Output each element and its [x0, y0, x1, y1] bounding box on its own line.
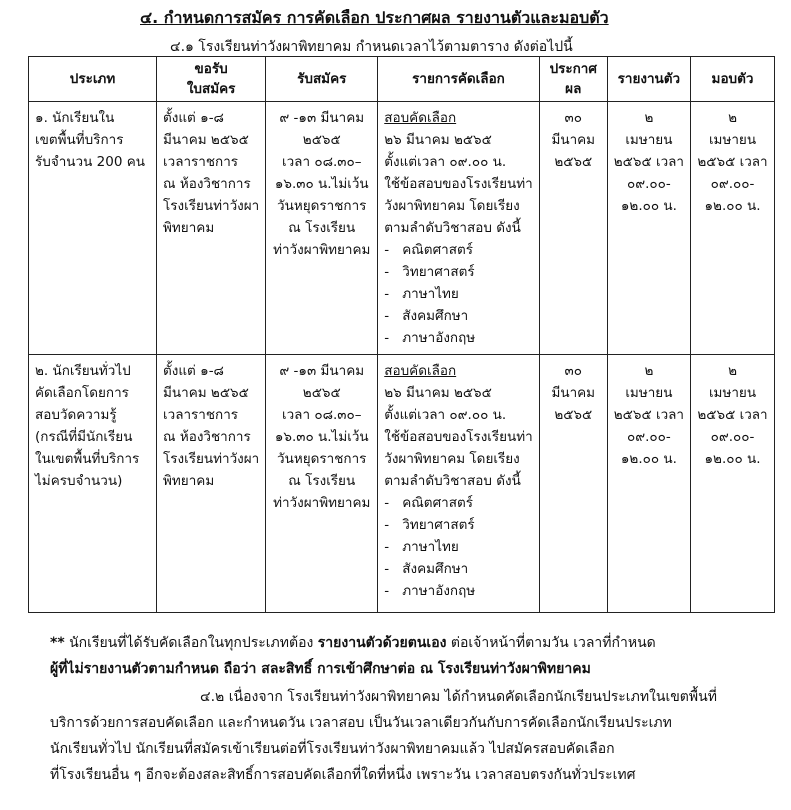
header-receive-form [157, 57, 266, 102]
selection-title: สอบคัดเลือก [384, 110, 457, 126]
cell-line: ๒๖ มีนาคม ๒๕๖๕ [384, 385, 492, 401]
cell-line: ตามลำดับวิชาสอบ ดังนี้ [384, 220, 521, 236]
cell-line: ๒๕๖๕ [302, 385, 341, 401]
header-enroll: มอบตัว [691, 57, 775, 102]
cell-line: ๒ [728, 110, 737, 126]
cell-type [29, 355, 157, 613]
header-receive-line2: ใบสมัคร [186, 81, 236, 97]
subject-item: - สังคมศึกษา [384, 305, 533, 327]
header-announce [539, 57, 607, 102]
section-4-1-intro: ๔.๑ โรงเรียนท่าวังผาพิทยาคม กำหนดเวลาไว้ตามตาราง ดังต่อไปนี้ [170, 39, 573, 55]
cell-line: ๑๒.๐๐ น. [620, 198, 677, 214]
cell-line: (กรณีที่มีนักเรียน [35, 429, 133, 445]
cell-selection [378, 102, 540, 355]
cell-line: วังผาพิทยาคม โดยเรียง [384, 451, 520, 467]
cell-line: ตั้งแต่เวลา ๐๙.๐๐ น. [384, 154, 507, 170]
section-4-2-line-2: บริการด้วยการสอบคัดเลือก และกำหนดวัน เวลาสอบ เป็นวันเวลาเดียวกันกับการคัดเลือกนักเรียนประเภท [50, 715, 672, 731]
cell-line: ๐๙.๐๐- [710, 176, 755, 192]
cell-line: เมษายน [708, 385, 757, 401]
cell-line: ใช้ข้อสอบของโรงเรียนท่า [384, 429, 533, 445]
cell-line: รับจำนวน 200 คน [35, 154, 145, 170]
cell-report [607, 355, 690, 613]
cell-line: คัดเลือกโดยการ [35, 385, 129, 401]
cell-line: ๒๕๖๕ [554, 154, 593, 170]
header-apply: รับสมัคร [266, 57, 378, 102]
cell-line: พิทยาคม [163, 473, 215, 489]
cell-line: ๒๕๖๕ เวลา [613, 407, 685, 423]
subject-item: - สังคมศึกษา [384, 558, 533, 580]
note-text-2: ต่อเจ้าหน้าที่ตามวัน เวลาที่กำหนด [446, 635, 656, 651]
table-row [29, 355, 775, 613]
cell-line: ๒๕๖๕ [554, 407, 593, 423]
cell-line: ตั้งแต่ ๑-๘ [163, 110, 224, 126]
note-line-1 [50, 632, 770, 654]
header-type: ประเภท [29, 57, 157, 102]
section-4-2-line-3: นักเรียนทั่วไป นักเรียนที่สมัครเข้าเรียนต่อที่โรงเรียนท่าวังผาพิทยาคมแล้ว ไปสมัครสอบคัดเลือก [50, 741, 615, 757]
cell-line: ๑๒.๐๐ น. [704, 198, 761, 214]
cell-line: ท่าวังผาพิทยาคม [273, 495, 371, 511]
subject-item: - คณิตศาสตร์ [384, 492, 533, 514]
header-report: รายงานตัว [607, 57, 690, 102]
cell-line: ๑๒.๐๐ น. [704, 451, 761, 467]
cell-apply [266, 102, 378, 355]
cell-line: ๒๕๖๕ [302, 132, 341, 148]
cell-line: พิทยาคม [163, 220, 215, 236]
note-stars: ** [50, 635, 65, 651]
cell-line: เวลา ๐๘.๓๐– [281, 407, 362, 423]
section-4-2-line-1: ๔.๒ เนื่องจาก โรงเรียนท่าวังผาพิทยาคม ได้กำหนดคัดเลือกนักเรียนประเภทในเขตพื้นที่ [200, 689, 717, 705]
cell-line: โรงเรียนท่าวังผา [163, 198, 260, 214]
subject-item: - ภาษาไทย [384, 536, 533, 558]
subject-item: - วิทยาศาสตร์ [384, 261, 533, 283]
cell-line: ณ ห้องวิชาการ [163, 176, 251, 192]
cell-line: ตั้งแต่ ๑-๘ [163, 363, 224, 379]
cell-line: ๒. นักเรียนทั่วไป [35, 363, 131, 379]
cell-announce [539, 355, 607, 613]
cell-line: วังผาพิทยาคม โดยเรียง [384, 198, 520, 214]
cell-line: ๓๐ [564, 363, 582, 379]
cell-line: มีนาคม [551, 385, 596, 401]
schedule-table [28, 56, 775, 613]
cell-line: ไม่ครบจำนวน) [35, 473, 123, 489]
header-announce-line1: ประกาศ [549, 61, 597, 77]
header-announce-line2: ผล [565, 81, 582, 97]
cell-line: เวลาราชการ [163, 407, 239, 423]
header-selection: รายการคัดเลือก [378, 57, 540, 102]
cell-line: เมษายน [625, 385, 673, 401]
cell-line: ใช้ข้อสอบของโรงเรียนท่า [384, 176, 533, 192]
cell-line: ๙ -๑๓ มีนาคม [279, 110, 365, 126]
cell-line: โรงเรียนท่าวังผา [163, 451, 260, 467]
header-receive-line1: ขอรับ [194, 61, 228, 77]
cell-line: ท่าวังผาพิทยาคม [273, 242, 371, 258]
cell-line: ในเขตพื้นที่บริการ [35, 451, 140, 467]
cell-line: เมษายน [708, 132, 757, 148]
subject-item: - วิทยาศาสตร์ [384, 514, 533, 536]
table-header-row [29, 57, 775, 102]
cell-line: ๐๙.๐๐- [627, 176, 671, 192]
cell-apply [266, 355, 378, 613]
cell-line: ๒ [728, 363, 737, 379]
cell-enroll [691, 102, 775, 355]
cell-enroll [691, 355, 775, 613]
cell-line: ๑๖.๓๐ น.ไม่เว้น [274, 176, 369, 192]
cell-line: ๑๖.๓๐ น.ไม่เว้น [274, 429, 369, 445]
cell-line: ๐๙.๐๐- [627, 429, 671, 445]
subject-item: - ภาษาไทย [384, 283, 533, 305]
cell-line: เวลา ๐๘.๓๐– [281, 154, 362, 170]
cell-line: ๒ [644, 110, 654, 126]
selection-title: สอบคัดเลือก [384, 363, 457, 379]
cell-line: ๒๕๖๕ เวลา [613, 154, 685, 170]
cell-line: ๒๕๖๕ เวลา [697, 154, 768, 170]
cell-line: สอบวัดความรู้ [35, 407, 117, 423]
section-heading: ๔. กำหนดการสมัคร การคัดเลือก ประกาศผล รายงานตัวและมอบตัว [140, 8, 609, 27]
cell-line: มีนาคม [551, 132, 596, 148]
cell-line: ๙ -๑๓ มีนาคม [279, 363, 365, 379]
subject-item: - ภาษาอังกฤษ [384, 327, 533, 349]
cell-line: มีนาคม ๒๕๖๕ [163, 132, 249, 148]
cell-line: ๐๙.๐๐- [710, 429, 755, 445]
cell-line: ตั้งแต่เวลา ๐๙.๐๐ น. [384, 407, 507, 423]
subject-item: - คณิตศาสตร์ [384, 239, 533, 261]
cell-line: ณ โรงเรียน [288, 473, 356, 489]
cell-selection [378, 355, 540, 613]
cell-announce [539, 102, 607, 355]
note-text-bold: รายงานตัวด้วยตนเอง [317, 635, 447, 651]
cell-line: ตามลำดับวิชาสอบ ดังนี้ [384, 473, 521, 489]
subject-item: - ภาษาอังกฤษ [384, 580, 533, 602]
cell-receive-form [157, 102, 266, 355]
cell-line: วันหยุดราชการ [277, 451, 367, 467]
cell-line: ๑. นักเรียนใน [35, 110, 115, 126]
cell-line: วันหยุดราชการ [277, 198, 367, 214]
cell-type [29, 102, 157, 355]
note-line-2: ผู้ที่ไม่รายงานตัวตามกำหนด ถือว่า สละสิทธิ์ การเข้าศึกษาต่อ ณ โรงเรียนท่าวังผาพิทยาคม [50, 661, 591, 677]
cell-line: ๒๕๖๕ เวลา [697, 407, 768, 423]
cell-line: ณ โรงเรียน [288, 220, 356, 236]
cell-line: เขตพื้นที่บริการ [35, 132, 124, 148]
cell-line: ๑๒.๐๐ น. [620, 451, 677, 467]
cell-report [607, 102, 690, 355]
cell-line: ๓๐ [564, 110, 582, 126]
section-4-2-line-4: ที่โรงเรียนอื่น ๆ อีกจะต้องสละสิทธิ์การสอบคัดเลือกที่ใดที่หนึ่ง เพราะวัน เวลาสอบตรงกันทั่วประเทศ [50, 767, 636, 783]
cell-line: ณ ห้องวิชาการ [163, 429, 251, 445]
cell-line: เวลาราชการ [163, 154, 239, 170]
cell-line: มีนาคม ๒๕๖๕ [163, 385, 249, 401]
table-row [29, 102, 775, 355]
cell-line: ๒ [644, 363, 654, 379]
cell-line: เมษายน [625, 132, 673, 148]
note-text-1: นักเรียนที่ได้รับคัดเลือกในทุกประเภทต้อง [64, 635, 318, 651]
cell-receive-form [157, 355, 266, 613]
cell-line: ๒๖ มีนาคม ๒๕๖๕ [384, 132, 492, 148]
